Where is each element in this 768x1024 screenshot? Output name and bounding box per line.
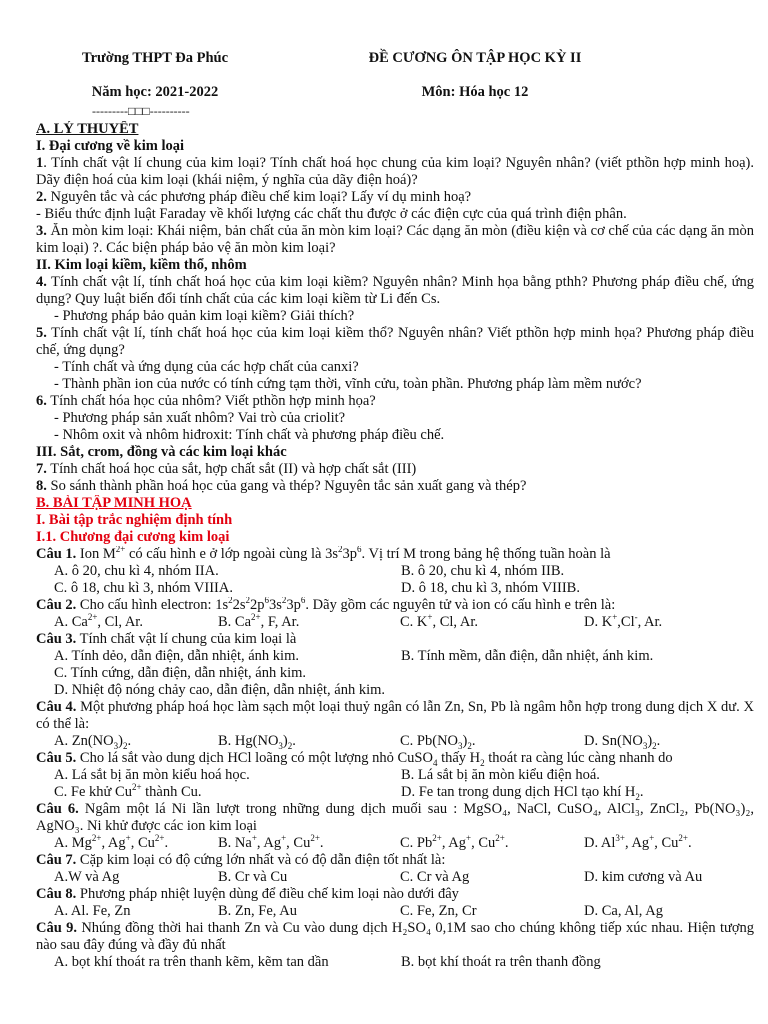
- q9-option-b: B. bọt khí thoát ra trên thanh đồng: [401, 954, 601, 970]
- q7-option-c: C. Cr và Ag: [400, 869, 470, 885]
- q2-option-b: [218, 614, 400, 631]
- q6-d-t1: D. Al: [584, 835, 616, 851]
- q4-options: [36, 733, 754, 750]
- question-3: [36, 631, 754, 648]
- theory-q2-text: Nguyên tắc và các phương pháp điều chế kim loại? Lấy ví dụ minh hoạ?: [46, 189, 472, 205]
- question-4: [36, 699, 754, 733]
- theory-q8: [36, 478, 754, 495]
- q6-d-s2: +: [649, 833, 655, 844]
- theory-q6b: - Phương pháp sản xuất nhôm? Vai trò của criolit?: [54, 410, 346, 426]
- q5-option-c: [36, 784, 401, 801]
- q6-a-t4: .: [164, 835, 169, 851]
- q8-option-c: C. Fe, Zn, Cr: [400, 903, 477, 919]
- theory-q4: [36, 274, 754, 308]
- q4-c-t2: ): [462, 733, 468, 749]
- theory-q6c: - Nhôm oxit và nhôm hiđroxit: Tính chất và phương pháp điều chế.: [54, 427, 445, 443]
- q5-c-sup: 2+: [131, 782, 142, 793]
- q3-options-row1: [36, 648, 754, 665]
- q6-option-b: [218, 835, 400, 852]
- theory-q8-num: 8.: [36, 478, 47, 494]
- q6-d-s3: 2+: [678, 833, 688, 844]
- document-subject: Môn: Hóa học 12: [421, 84, 529, 100]
- q8-option-b: B. Zn, Fe, Au: [218, 903, 297, 919]
- q6-c-s3: 2+: [495, 833, 505, 844]
- q6-a-t1: A. Mg: [54, 835, 92, 851]
- q6-b-t4: .: [319, 835, 324, 851]
- q9-options-row1: [36, 954, 754, 971]
- q7-options: [36, 869, 754, 886]
- q3-text: Tính chất vật lí chung của kim loại là: [76, 631, 297, 647]
- theory-q2b: - Biểu thức định luật Faraday về khối lượng các chất thu được ở các điện cực của quá trình điện phân.: [36, 206, 627, 222]
- q8-options: [36, 903, 754, 920]
- theory-q1-text: . Tính chất vật lí chung của kim loại? Tính chất hoá học chung của kim loại? Nguyên nhân? (viết pthồn hợp minh hoạ). Dãy điện hoá của kim loại (khái niệm, ý nghĩa của dãy điện hoá)?: [36, 155, 754, 188]
- q1-sup-2: 2: [338, 546, 343, 555]
- theory-q6-text: Tính chất hóa học của nhôm? Viết pthồn hợp minh họa?: [46, 393, 376, 409]
- q1-option-a: A. ô 20, chu kì 4, nhóm IIA.: [54, 563, 219, 579]
- q2-b-text1: B. Ca: [218, 614, 252, 630]
- q2-a-text2: , Cl, Ar.: [97, 614, 143, 630]
- q6-a-s2: +: [125, 833, 131, 844]
- q2-text-c: 2p: [250, 597, 265, 613]
- theory-q4-text: Tính chất vật lí, tính chất hoá học của kim loại kiềm? Nguyên nhân? Minh họa bằng pthh? Phương pháp điều chế, ứng dụng? Quy luật biến đổi tính chất của các kim loại kiềm từ Li đến Cs.: [36, 274, 754, 307]
- section-b-sub11: I.1. Chương đại cương kim loại: [36, 529, 230, 545]
- q6-text: Ngâm một lá Ni lần lượt trong những dung dịch muối sau : MgSO₄, NaCl, CuSO₄, AlCl₃, ZnCl₂, Pb(NO₃)₂, AgNO₃. Ni khử được các ion kim loại: [36, 801, 754, 834]
- q5-sub2: 2: [480, 757, 485, 767]
- q2-sup-3: 6: [264, 597, 270, 606]
- question-7: [36, 852, 754, 869]
- question-8: [36, 886, 754, 903]
- section-b-sub1: I. Bài tập trắc nghiệm định tính: [36, 512, 233, 528]
- q6-c-t1: C. Pb: [400, 835, 433, 851]
- q2-sup-5: 6: [300, 597, 306, 606]
- q2-text-f: . Dãy gồm các nguyên tử và ion có cấu hình e trên là:: [305, 597, 616, 613]
- q6-b-t3: , Cu: [286, 835, 311, 851]
- school-name: Trường THPT Đa Phúc: [81, 50, 229, 66]
- q4-label: Câu 4.: [36, 699, 77, 715]
- q7-option-d: D. kim cương và Au: [584, 869, 703, 885]
- q8-option-a: A. Al. Fe, Zn: [54, 903, 131, 919]
- question-2: [36, 597, 754, 614]
- q3-option-a: A. Tính dẻo, dẫn điện, dẫn nhiệt, ánh kim.: [54, 648, 299, 664]
- q3-option-c: C. Tính cứng, dẫn điện, dẫn nhiệt, ánh kim.: [54, 665, 307, 681]
- q7-label: Câu 7.: [36, 852, 77, 868]
- q4-d-sub3: 3: [642, 740, 648, 751]
- theory-q5c: - Thành phần ion của nước có tính cứng tạm thời, vĩnh cửu, toàn phần. Phương pháp làm mềm nước?: [54, 376, 642, 392]
- q4-c-sub3: 3: [458, 740, 463, 751]
- section-b-heading: B. BÀI TẬP MINH HOẠ: [36, 495, 192, 511]
- theory-q8-text: So sánh thành phần hoá học của gang và thép? Nguyên tắc sản xuất gang và thép?: [46, 478, 527, 494]
- q4-a-dot: .: [127, 733, 132, 749]
- q6-b-t1: B. Na: [218, 835, 252, 851]
- q2-c-text1: C. K: [400, 614, 428, 630]
- q5-text-b: thấy H: [437, 750, 481, 766]
- theory-q5-num: 5.: [36, 325, 47, 341]
- q6-d-s1: 3+: [615, 833, 625, 844]
- q7-option-a: A.W và Ag: [54, 869, 120, 885]
- q2-options: [36, 614, 754, 631]
- q5-c-t2: thành Cu.: [141, 784, 202, 800]
- theory-q5: [36, 325, 754, 359]
- q2-b-text2: , F, Ar.: [260, 614, 300, 630]
- theory-q7-text: Tính chất hoá học của sắt, hợp chất sắt (II) và hợp chất sắt (III): [46, 461, 417, 477]
- theory-q7-num: 7.: [36, 461, 47, 477]
- theory-q5b: - Tính chất và ứng dụng của các hợp chất của canxi?: [54, 359, 359, 375]
- q6-b-s3: 2+: [310, 833, 320, 844]
- school-year: Năm học: 2021-2022: [91, 84, 219, 100]
- q4-d-dot: .: [656, 733, 661, 749]
- q2-d-sup: +: [612, 612, 618, 623]
- q5-d-sub: 2: [635, 791, 640, 802]
- q6-d-t4: .: [688, 835, 692, 851]
- q6-c-t4: .: [504, 835, 509, 851]
- q1-text-c: 3p: [342, 546, 358, 562]
- q5-option-d: [401, 784, 754, 801]
- q6-c-s2: +: [466, 833, 472, 844]
- q2-label: Câu 2.: [36, 597, 77, 613]
- theory-q2-num: 2.: [36, 189, 47, 205]
- q2-sup-2: 2: [245, 597, 251, 606]
- document-header: [335, 50, 615, 118]
- q6-d-t2: , Ag: [625, 835, 650, 851]
- q4-d-t1: D. Sn(NO: [584, 733, 643, 749]
- q6-c-s1: 2+: [432, 833, 442, 844]
- q2-c-text2: , Cl, Ar.: [432, 614, 479, 630]
- q5-options-row2: [36, 784, 754, 801]
- q4-b-dot: .: [292, 733, 296, 749]
- q6-a-t3: , Cu: [130, 835, 155, 851]
- q3-option-b: B. Tính mềm, dẫn điện, dẫn nhiệt, ánh kim.: [401, 648, 654, 664]
- q4-option-d: [584, 733, 754, 750]
- q5-option-b: B. Lá sắt bị ăn mòn kiểu điện hoá.: [401, 767, 600, 783]
- q4-option-c: [400, 733, 584, 750]
- q1-option-d: D. ô 18, chu kì 3, nhóm VIIIB.: [401, 580, 580, 596]
- question-5: [36, 750, 754, 767]
- q4-d-sub2: 2: [652, 740, 657, 751]
- q5-c-t1: C. Fe khử Cu: [54, 784, 132, 800]
- theory-q7: [36, 461, 754, 478]
- theory-q3-num: 3.: [36, 223, 47, 239]
- q4-option-b: [218, 733, 400, 750]
- q2-c-sup: +: [427, 612, 433, 623]
- q4-a-t2: ): [118, 733, 123, 749]
- q4-b-t1: B. Hg(NO: [218, 733, 279, 749]
- theory-q1-num: 1: [36, 155, 44, 171]
- theory-q6-num: 6.: [36, 393, 47, 409]
- q1-label: Câu 1.: [36, 546, 77, 562]
- q4-option-a: [36, 733, 218, 750]
- q2-a-sup: 2+: [87, 612, 98, 623]
- q8-option-d: D. Ca, Al, Ag: [584, 903, 663, 919]
- q3-option-d: D. Nhiệt độ nóng chảy cao, dẫn điện, dẫn nhiệt, ánh kim.: [54, 682, 386, 698]
- q2-text-d: 3s: [269, 597, 282, 613]
- q4-c-dot: .: [471, 733, 476, 749]
- q2-option-a: [36, 614, 218, 631]
- q2-d-text3: , Ar.: [637, 614, 663, 630]
- document-title: ĐỀ CƯƠNG ÔN TẬP HỌC KỲ II: [368, 50, 582, 66]
- q4-a-sub2: 2: [122, 740, 128, 751]
- q2-text-b: 2s: [232, 597, 246, 613]
- q1-option-b: B. ô 20, chu kì 4, nhóm IIB.: [401, 563, 565, 579]
- q4-a-sub3: 3: [113, 740, 119, 751]
- q6-b-s2: +: [281, 833, 287, 844]
- question-9: [36, 920, 754, 954]
- q5-text-a: Cho lá sắt vào dung dịch HCl loãng có một lượng nhỏ CuSO: [76, 750, 433, 766]
- q5-options-row1: [36, 767, 754, 784]
- theory-q3-text: Ăn mòn kim loại: Khái niệm, bản chất của ăn mòn kim loại? Các dạng ăn mòn (điều kiện và cơ chế của các dạng ăn mòn kim loại) ?. Các biện pháp bảo vệ ăn mòn kim loại?: [36, 223, 754, 256]
- q6-a-s1: 2+: [91, 833, 102, 844]
- q5-d-t2: .: [639, 784, 644, 800]
- q5-text-c: thoát ra càng lúc càng nhanh do: [484, 750, 673, 766]
- header-divider: ---------□□□----------: [92, 104, 190, 118]
- q2-b-sup: 2+: [251, 612, 261, 623]
- q6-c-t2: , Ag: [441, 835, 466, 851]
- q4-a-t1: A. Zn(NO: [54, 733, 114, 749]
- q9-label: Câu 9.: [36, 920, 77, 936]
- q1-text-d: . Vị trí M trong bảng hệ thống tuần hoàn là: [361, 546, 611, 562]
- q2-d-sup2: -: [634, 612, 638, 623]
- q3-label: Câu 3.: [36, 631, 77, 647]
- q5-option-a: A. Lá sắt bị ăn mòn kiểu hoá học.: [54, 767, 250, 783]
- theory-q1: [36, 155, 754, 189]
- q2-sup-1: 2: [228, 597, 233, 606]
- q2-option-c: [400, 614, 584, 631]
- q7-option-b: B. Cr và Cu: [218, 869, 288, 885]
- q6-d-t3: , Cu: [654, 835, 679, 851]
- q8-label: Câu 8.: [36, 886, 77, 902]
- q6-a-t2: , Ag: [101, 835, 126, 851]
- q6-b-t2: , Ag: [256, 835, 282, 851]
- q2-a-text1: A. Ca: [54, 614, 88, 630]
- q1-text-b: có cấu hình e ở lớp ngoài cùng là 3s: [125, 546, 339, 562]
- q1-option-c: C. ô 18, chu kì 3, nhóm VIIIA.: [54, 580, 233, 596]
- question-6: [36, 801, 754, 835]
- q5-sub: 4: [432, 757, 438, 767]
- q6-c-t3: , Cu: [471, 835, 496, 851]
- q2-text-e: 3p: [286, 597, 301, 613]
- q1-options-row1: [36, 563, 754, 580]
- section-a-sub1: I. Đại cương về kim loại: [36, 138, 185, 154]
- q2-sup-4: 2: [281, 597, 287, 606]
- theory-q2: [36, 189, 754, 206]
- q6-label: Câu 6.: [36, 801, 79, 817]
- q1-text-a: Ion M: [76, 546, 116, 562]
- q6-options: [36, 835, 754, 852]
- q5-d-t1: D. Fe tan trong dung dịch HCl tạo khí H: [401, 784, 636, 800]
- q4-d-t2: ): [647, 733, 653, 749]
- q8-text: Phương pháp nhiệt luyện dùng để điều chế kim loại nào dưới đây: [76, 886, 459, 902]
- theory-q3: [36, 223, 754, 257]
- theory-q6: [36, 393, 754, 410]
- q2-d-text2: ,Cl: [617, 614, 635, 630]
- q7-text: Cặp kim loại có độ cứng lớn nhất và có độ dẫn điện tốt nhất là:: [76, 852, 446, 868]
- q4-b-t2: ): [282, 733, 288, 749]
- section-a-heading: A. LÝ THUYẾT: [36, 121, 139, 137]
- q6-a-s3: 2+: [154, 833, 165, 844]
- q4-b-sub2: 2: [287, 740, 293, 751]
- q1-sup-1: 2+: [115, 546, 126, 555]
- q9-text: Nhúng đồng thời hai thanh Zn và Cu vào dung dịch H₂SO₄ 0,1M sao cho chúng không tiếp xúc nhau. Hiện tượng nào sau đây đúng và đầy đủ nhất: [36, 920, 754, 953]
- theory-q4-num: 4.: [36, 274, 47, 290]
- q9-option-a: A. bọt khí thoát ra trên thanh kẽm, kẽm tan dần: [54, 954, 329, 970]
- q4-c-t1: C. Pb(NO: [400, 733, 459, 749]
- q6-option-d: [584, 835, 754, 852]
- q2-option-d: [584, 614, 754, 631]
- q4-b-sub3: 3: [278, 740, 283, 751]
- theory-q4b: - Phương pháp bảo quản kim loại kiềm? Giải thích?: [54, 308, 355, 324]
- question-1: [36, 546, 754, 563]
- q4-text: Một phương pháp hoá học làm sạch một loại thuỷ ngân có lẫn Zn, Sn, Pb là ngâm hỗn hợp trong dung dịch X dư. X có thể là:: [36, 699, 754, 732]
- q1-sup-3: 6: [357, 546, 362, 555]
- q6-option-a: [36, 835, 218, 852]
- q2-text-a: Cho cấu hình electron: 1s: [76, 597, 229, 613]
- q5-label: Câu 5.: [36, 750, 77, 766]
- q6-b-s1: +: [251, 833, 257, 844]
- q1-options-row2: [36, 580, 754, 597]
- q4-c-sub2: 2: [467, 740, 472, 751]
- section-a-sub2: II. Kim loại kiềm, kiềm thổ, nhôm: [36, 257, 247, 273]
- q2-d-text1: D. K: [584, 614, 613, 630]
- section-a-sub3: III. Sắt, crom, đồng và các kim loại khác: [36, 444, 287, 460]
- q6-option-c: [400, 835, 584, 852]
- theory-q5-text: Tính chất vật lí, tính chất hoá học của kim loại kiềm thổ? Nguyên nhân? Viết pthồn hợp minh họa? Phương pháp điều chế, ứng dụng?: [36, 325, 754, 358]
- document-body: [36, 121, 754, 971]
